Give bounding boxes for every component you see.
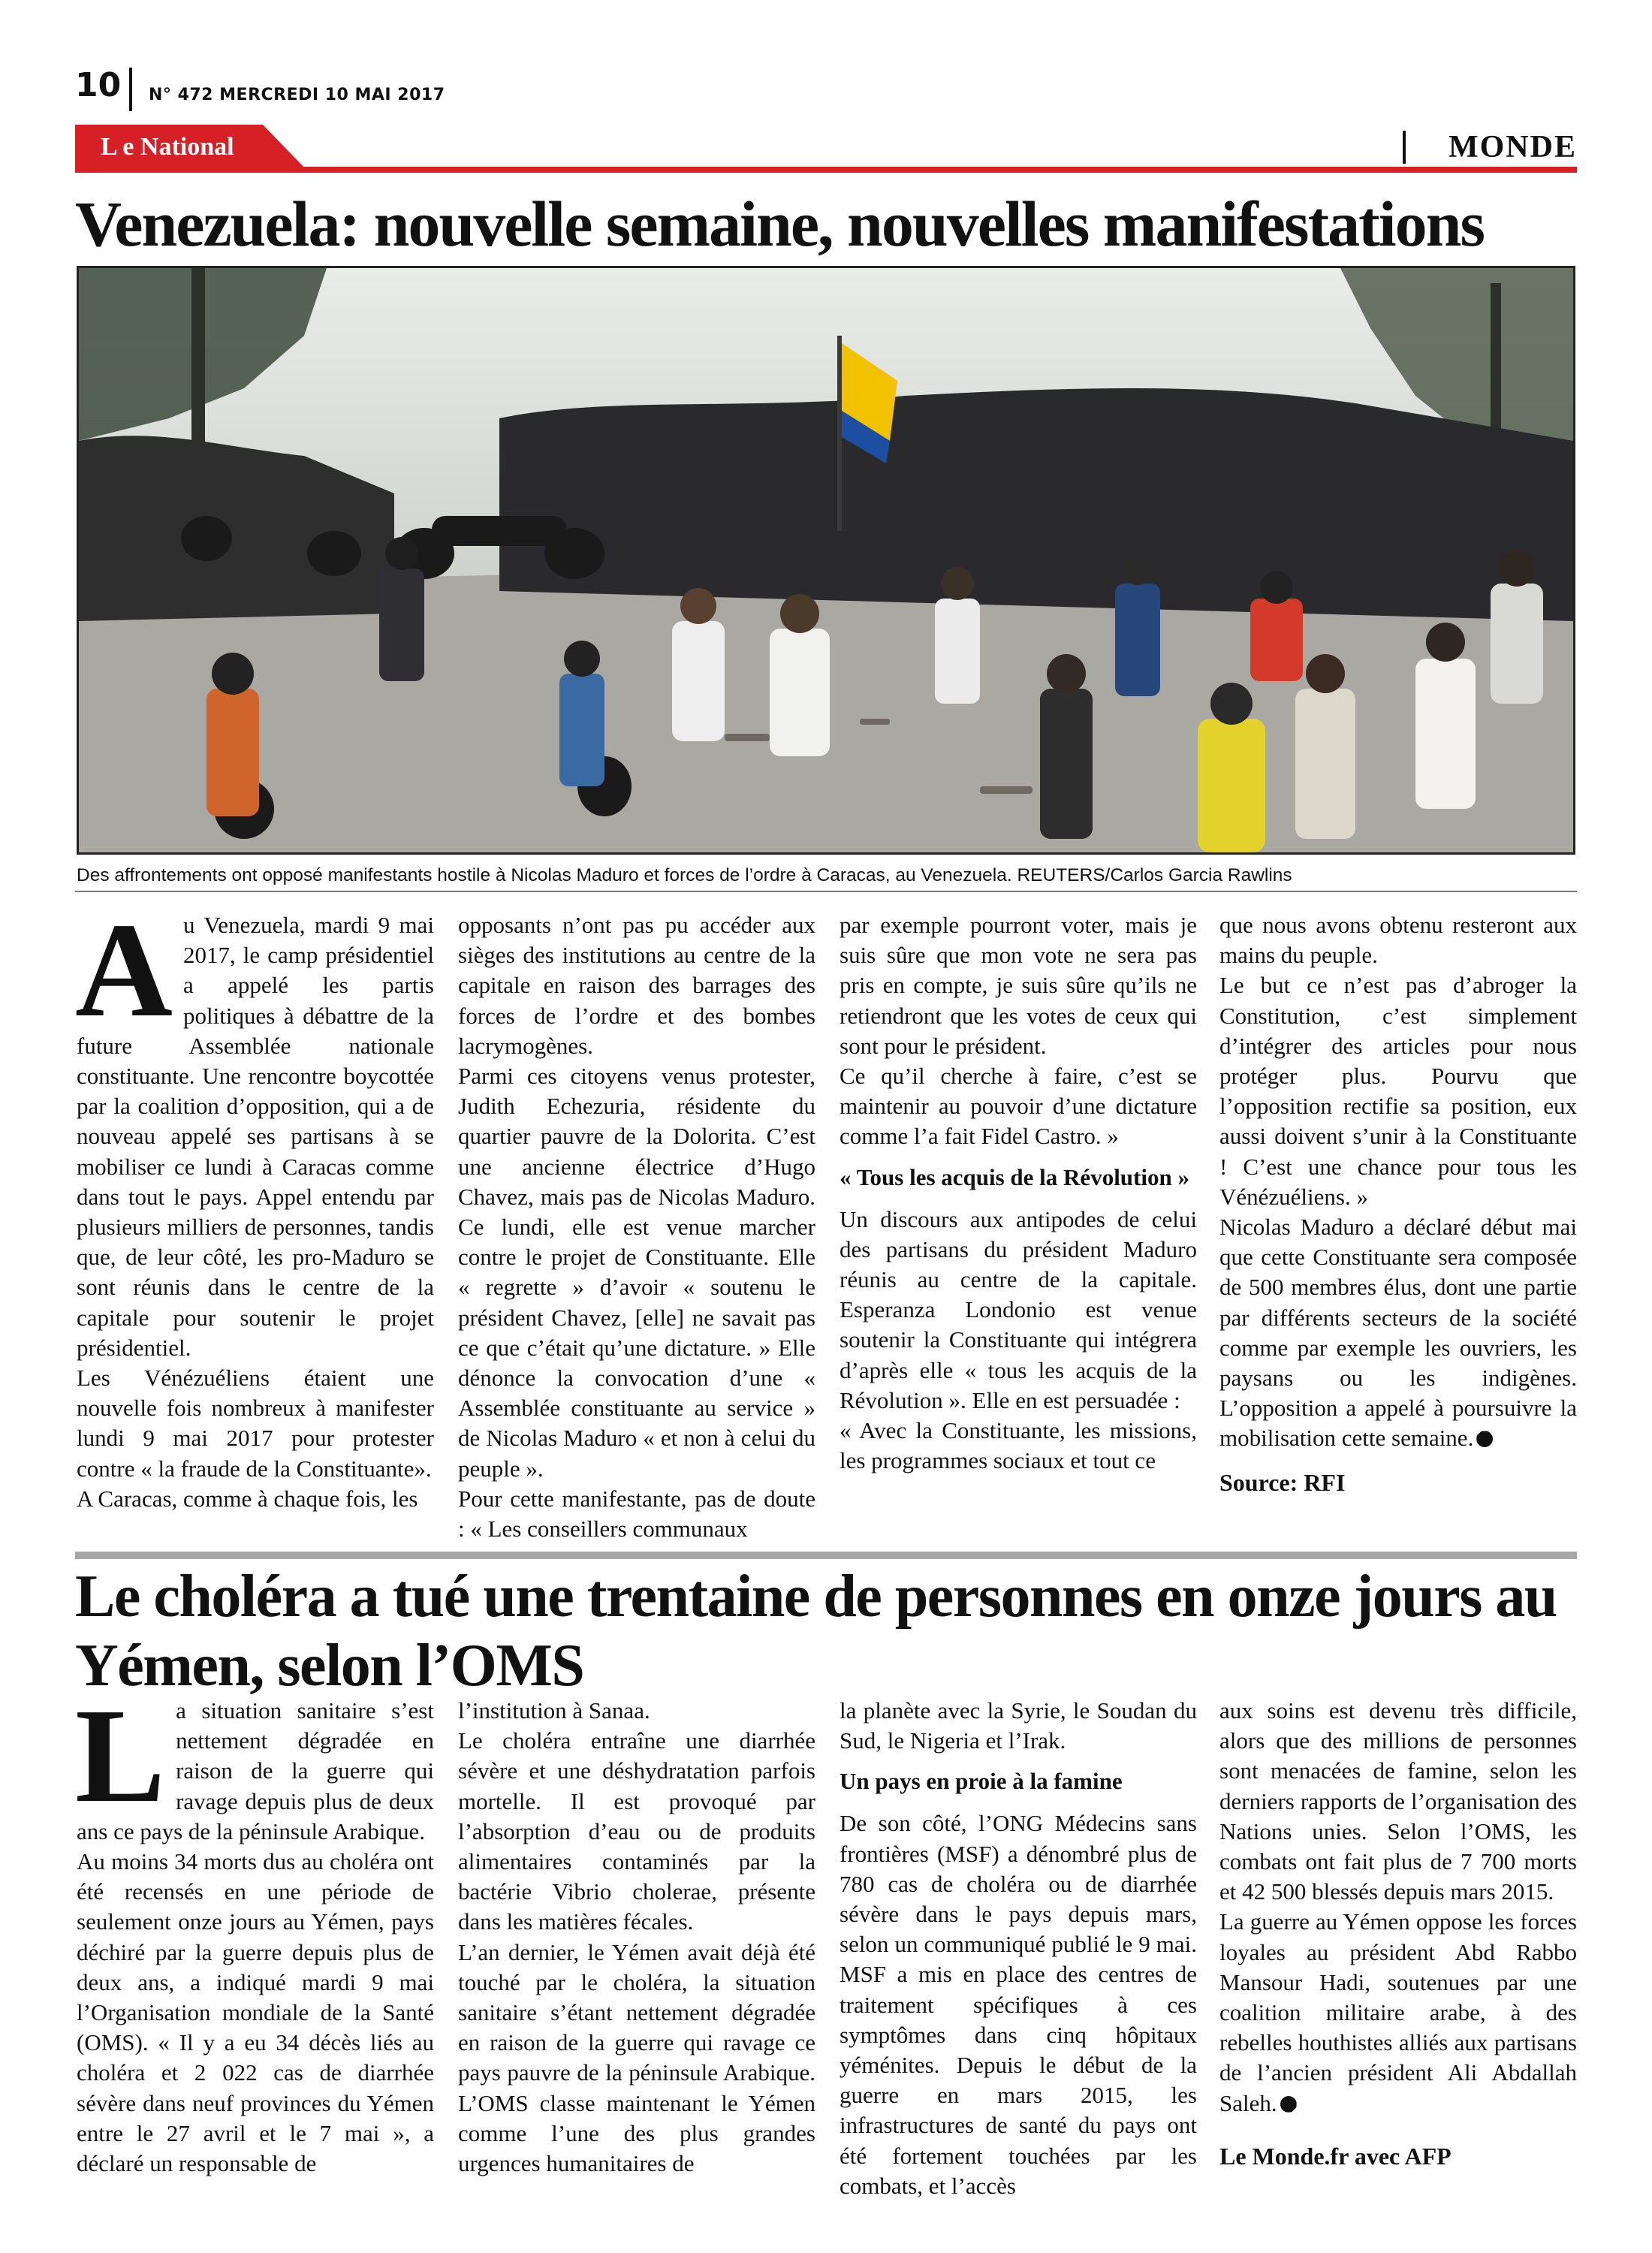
article2-paragraph: la planète avec la Syrie, le Soudan du Sud, le Nigeria et l’Irak. bbox=[840, 1697, 1197, 1754]
photo-caption: Des affrontements ont opposé manifestants hostile à Nicolas Maduro et forces de l’ordre à Caracas, au Venezuela. REUTERS/Carlos Garcia Rawlins bbox=[77, 865, 1292, 885]
article2-paragraph: l’institution à Sanaa. bbox=[458, 1697, 650, 1724]
issue-date: N° 472 MERCREDI 10 MAI 2017 bbox=[149, 86, 445, 104]
protest-photo-illustration bbox=[79, 268, 1573, 852]
article1-column-4 bbox=[1219, 910, 1577, 1497]
article2-column-2 bbox=[458, 1696, 815, 2179]
article1-column-2 bbox=[458, 910, 815, 1544]
article1-paragraph: Un discours aux antipodes de celui des partisans du président Maduro réunis au centre de la capitale. Esperanza Londonio est venue soutenir la Constituante qui intégrera d’après elle « tous les acquis de la Révolution ». Elle en est persuadée : bbox=[840, 1205, 1197, 1413]
article-separator bbox=[75, 1552, 1577, 1559]
article1-paragraph: opposants n’ont pas pu accéder aux sièges des institutions au centre de la capitale en raison des barrages des forces de l’ordre et des bombes lacrymogènes. bbox=[458, 912, 815, 1059]
brand-banner bbox=[75, 125, 306, 170]
end-mark-icon bbox=[1476, 1431, 1493, 1447]
article1-paragraph: Pour cette manifestante, pas de doute : « Les conseillers communaux bbox=[458, 1485, 815, 1543]
article2-paragraph: Au moins 34 morts dus au choléra ont été recensés en une période de seulement onze jours au Yémen, pays déchiré par la guerre depuis plus de deux ans, a indiqué mardi 9 mai l’Organisation mondiale de la Santé (OMS). « Il y a eu 34 décès liés au choléra et 2 022 cas de diarrhée sévère dans neuf provinces du Yémen entre le 27 avril et le 7 mai », a déclaré un responsable de bbox=[77, 1848, 434, 2177]
article1-paragraph: Le but ce n’est pas d’abroger la Constitution, c’est simplement d’intégrer des articles pour nous protéger plus. Pourvu que l’opposition rectifie sa position, eux aussi doivent s’unir à la Constituante ! C’est une chance pour tous les Vénézuéliens. » bbox=[1219, 972, 1577, 1210]
header-rule bbox=[75, 167, 1577, 173]
article2-column-3 bbox=[840, 1696, 1197, 2201]
article2-column-1 bbox=[75, 1681, 434, 2179]
article2-paragraph: De son côté, l’ONG Médecins sans frontières (MSF) a dénombré plus de 780 cas de choléra ou de diarrhée sévère dans le pays depuis mars, selon un communiqué publié le 9 mai. MSF a mis en place des centres de traitement spécifiques à ces symptômes dans cinq hôpitaux yéménites. Depuis le début de la guerre en mars 2015, les infrastructures de santé du pays ont été fortement touchées par les combats, et l’accès bbox=[840, 1810, 1197, 2199]
article2-paragraph: L’an dernier, le Yémen avait déjà été touché par le choléra, la situation sanitaire s’étant nettement dégradée en raison de la guerre qui ravage ce pays pauvre de la péninsule Arabique. L’OMS classe maintenant le Yémen comme l’une des plus grandes urgences humanitaires de bbox=[458, 1938, 815, 2177]
article2-paragraph: a situation sanitaire s’est nettement dégradée en raison de la guerre qui ravage depuis plus de deux ans ce pays de la péninsule Arabique. bbox=[77, 1697, 434, 1844]
article1-paragraph: Parmi ces citoyens venus protester, Judith Echezuria, résidente du quartier pauvre de la Dolorita. C’est une ancienne électrice d’Hugo Chavez, mais pas de Nicolas Maduro. Ce lundi, elle est venue marcher contre le projet de Constituante. Elle « regrette » d’avoir « soutenu le président Chavez, [elle] ne savait pas ce que c’était qu’une dictature. » Elle dénonce la convocation d’une « Assemblée constituante au service » de Nicolas Maduro « et non à celui du peuple ». bbox=[458, 1063, 815, 1482]
article1-paragraph: Ce qu’il cherche à faire, c’est se maintenir au pouvoir d’une dictature comme l’a fait Fidel Castro. » bbox=[840, 1063, 1197, 1150]
article2-subheading: Un pays en proie à la famine bbox=[840, 1768, 1123, 1795]
article1-paragraph: A Caracas, comme à chaque fois, les bbox=[77, 1485, 418, 1512]
article1-column-3 bbox=[840, 910, 1197, 1476]
article2-paragraph: La guerre au Yémen oppose les forces loyales au président Abd Rabbo Mansour Hadi, soutenues par une coalition militaire arabe, à des rebelles houthistes alliés aux partisans de l’ancien président Ali Abdallah Saleh. bbox=[1219, 1908, 1577, 2116]
article1-source: Source: RFI bbox=[1219, 1468, 1346, 1496]
section-label: MONDE bbox=[1449, 130, 1577, 164]
brand-name: L e National bbox=[101, 133, 234, 161]
article1-column-1 bbox=[75, 895, 434, 1514]
article1-paragraph: « Avec la Constituante, les missions, les programmes sociaux et tout ce bbox=[840, 1417, 1197, 1474]
end-mark-icon bbox=[1280, 2096, 1297, 2113]
article2-source: Le Monde.fr avec AFP bbox=[1219, 2142, 1452, 2170]
protest-photo bbox=[77, 266, 1575, 855]
article1-subheading: « Tous les acquis de la Révolution » bbox=[840, 1163, 1189, 1190]
article2-dropcap: L bbox=[75, 1681, 166, 1830]
page-number-divider bbox=[129, 68, 132, 111]
article1-dropcap: A bbox=[75, 895, 173, 1045]
page-number: 10 bbox=[75, 66, 122, 104]
article1-paragraph: que nous avons obtenu resteront aux mains du peuple. bbox=[1219, 912, 1577, 969]
article2-column-4 bbox=[1219, 1696, 1577, 2171]
article1-paragraph: Nicolas Maduro a déclaré début mai que cette Constituante sera composée de 500 membres élus, dont une partie par différents secteurs de la société comme par exemple les ouvriers, les paysans ou les indigènes. L’opposition a appelé à poursuivre la mobilisation cette semaine. bbox=[1219, 1214, 1577, 1452]
article1-headline: Venezuela: nouvelle semaine, nouvelles manifestations bbox=[75, 188, 1484, 260]
article2-paragraph: Le choléra entraîne une diarrhée sévère et une déshydratation parfois mortelle. Il est provoqué par l’absorption d’eau ou de produits alimentaires contaminés par la bactérie Vibrio cholerae, présente dans les matières fécales. bbox=[458, 1727, 815, 1935]
article2-paragraph: aux soins est devenu très difficile, alors que des millions de personnes sont menacées de famine, selon les derniers rapports de l’organisation des Nations unies. Selon l’OMS, les combats ont fait plus de 7 700 morts et 42 500 blessés depuis mars 2015. bbox=[1219, 1697, 1577, 1905]
caption-rule bbox=[75, 891, 1577, 892]
article1-paragraph: u Venezuela, mardi 9 mai 2017, le camp présidentiel a appelé les partis politiques à débattre de la future Assemblée nationale constituante. Une rencontre boycottée par la coalition d’opposition, qui a de nouveau appelé ses partisans à se mobiliser ce lundi à Caracas comme dans tout le pays. Appel entendu par plusieurs milliers de personnes, tandis que, de leur côté, les pro-Maduro se sont réunis dans le centre de la capitale pour soutenir le projet présidentiel. bbox=[77, 912, 434, 1361]
article2-headline: Le choléra a tué une trentaine de personnes en onze jours au Yémen, selon l’OMS bbox=[75, 1564, 1557, 1699]
article1-paragraph: par exemple pourront voter, mais je suis sûre que mon vote ne sera pas pris en compte, je suis sûre qu’ils ne retiendront que les votes de ceux qui sont pour le président. bbox=[840, 912, 1197, 1059]
article1-paragraph: Les Vénézuéliens étaient une nouvelle fois nombreux à manifester lundi 9 mai 2017 pour protester contre « la fraude de la Constituante». bbox=[77, 1365, 434, 1482]
section-divider bbox=[1403, 131, 1406, 164]
